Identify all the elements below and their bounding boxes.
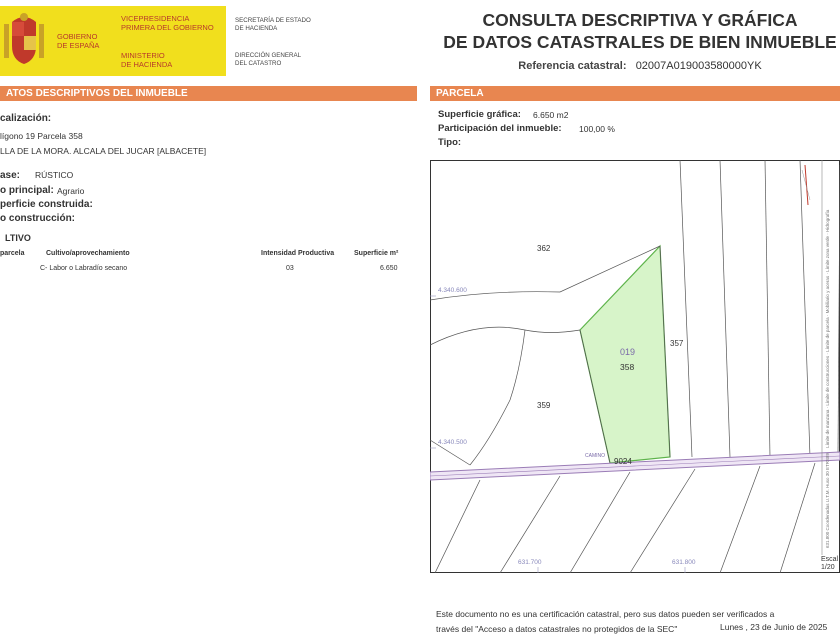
col-intensidad: Intensidad Productiva	[261, 250, 335, 257]
legend-item: Límite de parcela	[825, 317, 830, 352]
superficie-grafica-label: Superficie gráfica:	[438, 109, 521, 120]
col-cultivo: Cultivo/aprovechamiento	[46, 250, 130, 257]
polygon-019-label: 019	[620, 347, 636, 357]
coord-x1: 631.700	[518, 559, 542, 566]
participacion-value: 100,00 %	[579, 124, 615, 134]
table-cell-superficie: 6.650	[380, 265, 398, 272]
superficie-construida-label: perficie construida:	[0, 199, 93, 210]
localizacion-line1: lígono 19 Parcela 358	[0, 131, 83, 141]
localizacion-line2: LLA DE LA MORA. ALCALA DEL JUCAR [ALBACETE]	[0, 146, 207, 156]
col-subparcela: parcela	[0, 250, 25, 257]
participacion-label: Participación del inmueble:	[438, 123, 562, 134]
disclaimer-text: Este documento no es una certificación catastral, pero sus datos pueden ser verificados a través del "Acceso a datos catastrales no protegidos de la SEC"	[436, 609, 775, 634]
legend-item: Límite de construcciones	[825, 355, 830, 406]
vicepresidencia-label: VICEPRESIDENCIA PRIMERA DEL GOBIERNO	[121, 14, 214, 32]
parcel-358-label: 358	[620, 362, 635, 372]
legend-item: Límite zona verde	[825, 236, 830, 272]
map-legend: 631.800 Coordenadas U.T.M. Huso 30 ETRS89 Límite de manzana · Límite de construcciones · Límite de parcela · Mobiliario y aceras · Límite zona verde · Hidrografía	[825, 209, 830, 548]
gobierno-label: GOBIERNO DE ESPAÑA	[57, 32, 100, 50]
legend-item: Límite de manzana	[825, 409, 830, 448]
direccion-label: DIRECCIÓN GENERAL DEL CATASTRO	[235, 52, 302, 67]
legend-coords: 631.800 Coordenadas U.T.M. Huso 30 ETRS89	[825, 452, 830, 548]
referencia-catastral	[430, 60, 840, 72]
parcel-357-label: 357	[670, 339, 684, 348]
parcel-362-label: 362	[537, 244, 551, 253]
uso-label: o principal:	[0, 185, 54, 196]
secretaria-label: SECRETARÍA DE ESTADO DE HACIENDA	[235, 17, 311, 32]
legend-item: Hidrografía	[825, 209, 830, 233]
scale-label: Escal 1/20	[821, 556, 839, 571]
coord-x2: 631.800	[672, 559, 696, 566]
legend-item: Mobiliario y aceras	[825, 275, 830, 314]
road-9024-label: 9024	[614, 457, 632, 466]
table-row: C- Labor o Labradío secano	[40, 265, 128, 272]
tipo-label: Tipo:	[438, 137, 462, 148]
clase-value: RÚSTICO	[35, 170, 74, 180]
ref-label: Referencia catastral:	[518, 60, 627, 72]
document-date: Lunes , 23 de Junio de 2025	[720, 622, 828, 632]
parcel-359-label: 359	[537, 401, 551, 410]
table-cell-intensidad: 03	[286, 265, 294, 272]
ref-value: 02007A019003580000YK	[635, 60, 762, 72]
col-superficie: Superficie m²	[354, 250, 399, 257]
anio-construccion-label: o construcción:	[0, 213, 76, 224]
document-title: CONSULTA DESCRIPTIVA Y GRÁFICA DE DATOS CATASTRALES DE BIEN INMUEBLE	[443, 10, 837, 52]
cadastral-map	[430, 160, 840, 573]
cultivo-title: LTIVO	[5, 233, 31, 243]
coat-of-arms-icon	[2, 10, 46, 68]
uso-value: Agrario	[57, 186, 85, 196]
coord-y1: 4.340.600	[438, 287, 467, 294]
section-bar-parcela: PARCELA	[430, 86, 840, 101]
coord-y2: 4.340.500	[438, 439, 467, 446]
clase-label: ase:	[0, 170, 21, 181]
localizacion-label: calización:	[0, 113, 52, 124]
superficie-grafica-value: 6.650 m2	[533, 110, 569, 120]
camino-label: CAMINO	[585, 453, 605, 459]
section-bar-datos: ATOS DESCRIPTIVOS DEL INMUEBLE	[0, 86, 417, 101]
ministerio-label: MINISTERIO DE HACIENDA	[121, 51, 173, 69]
